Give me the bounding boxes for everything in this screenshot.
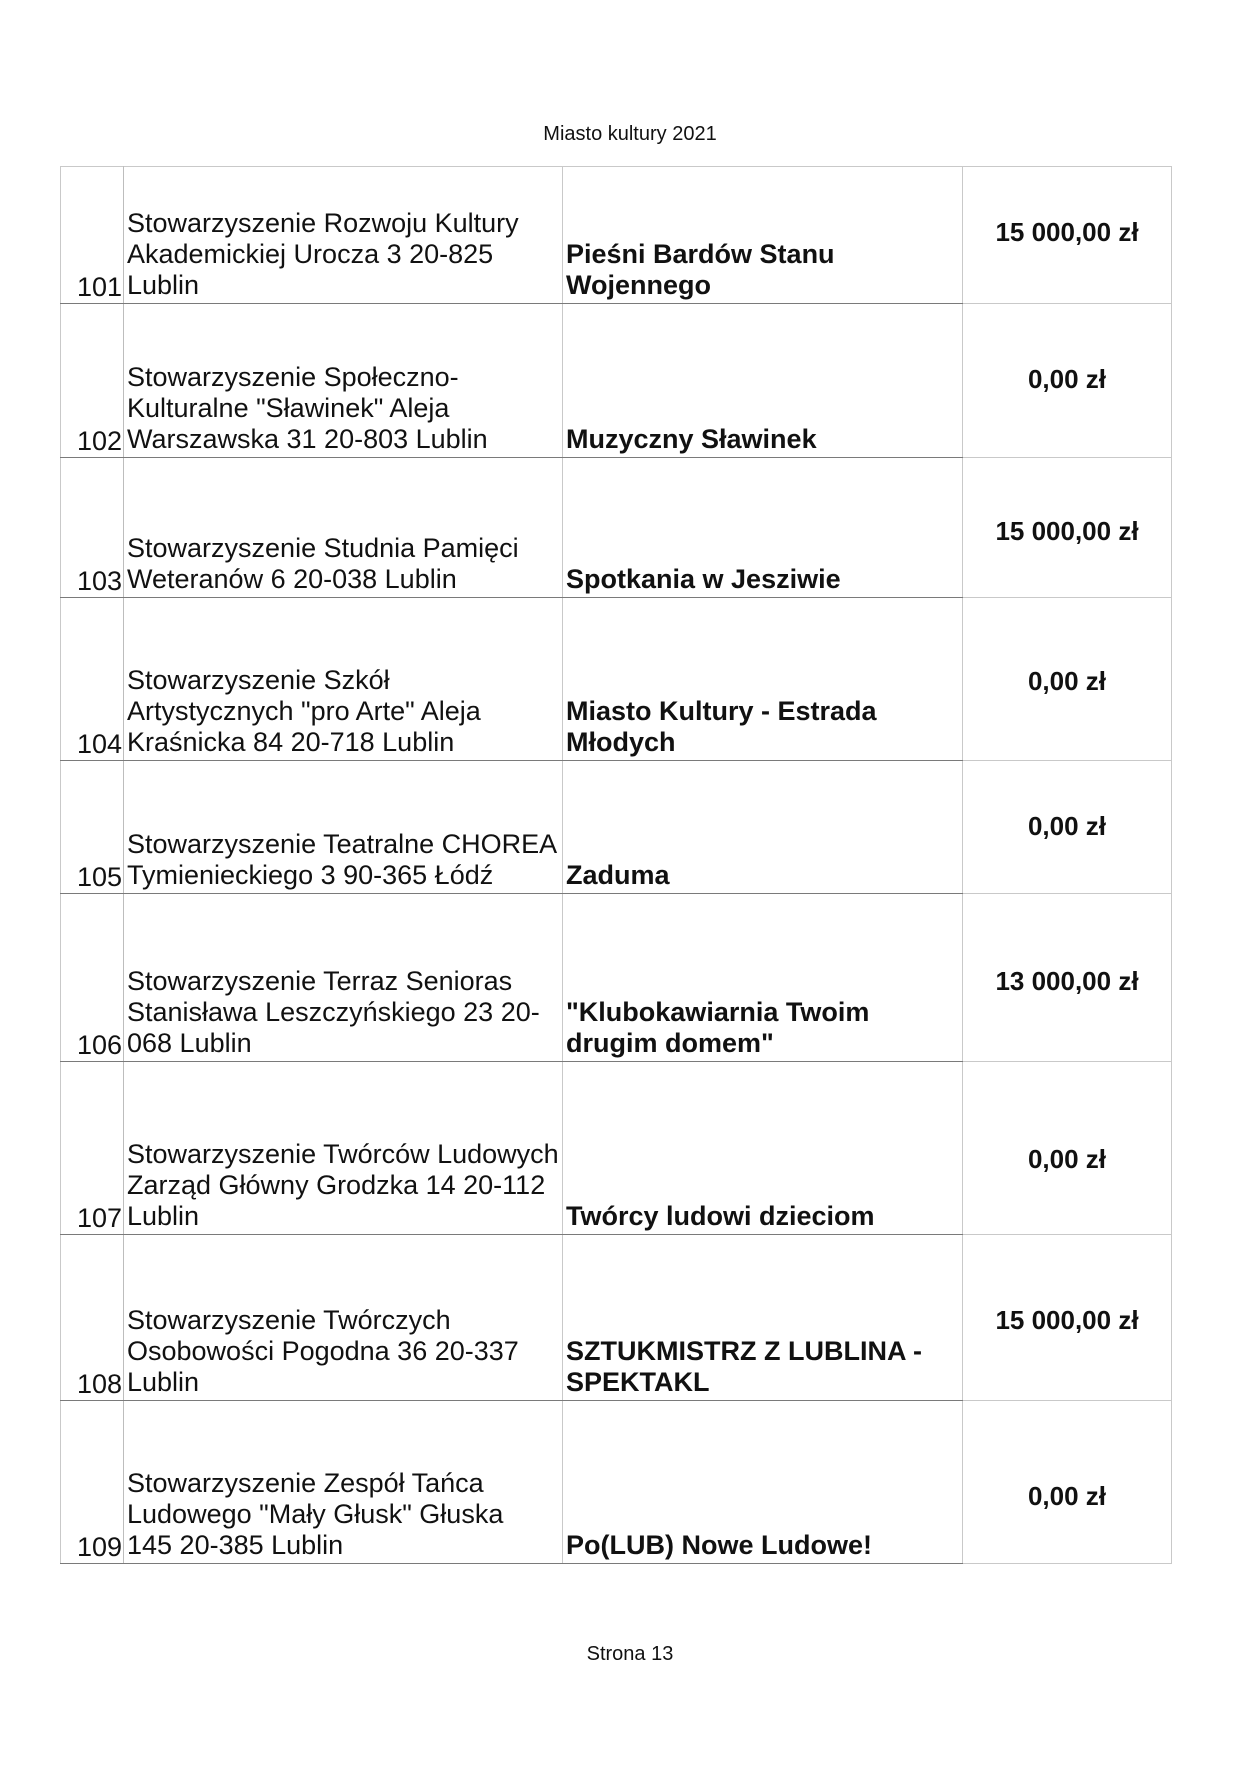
- table-row: [61, 167, 1172, 304]
- amount-cell: 15 000,00 zł: [963, 167, 1172, 304]
- project-text: Muzyczny Sławinek: [566, 424, 817, 454]
- organization-cell: [124, 894, 563, 1062]
- row-number: 107: [61, 1062, 124, 1235]
- project-cell: [563, 598, 963, 761]
- table-row: [61, 598, 1172, 761]
- row-number: 102: [61, 304, 124, 458]
- project-cell: [563, 761, 963, 894]
- organization-text: Stowarzyszenie Zespół Tańca Ludowego "Mały Głusk" Głuska 145 20-385 Lublin: [127, 1468, 504, 1560]
- project-cell: [563, 1235, 963, 1401]
- grants-table: [60, 166, 1172, 1564]
- amount-cell: 0,00 zł: [963, 598, 1172, 761]
- organization-text: Stowarzyszenie Społeczno-Kulturalne "Sławinek" Aleja Warszawska 31 20-803 Lublin: [127, 362, 488, 454]
- row-number: 109: [61, 1401, 124, 1564]
- project-cell: [563, 167, 963, 304]
- project-cell: [563, 304, 963, 458]
- organization-cell: [124, 304, 563, 458]
- page-header-title: Miasto kultury 2021: [543, 123, 717, 145]
- table-row: [61, 761, 1172, 894]
- row-number: 104: [61, 598, 124, 761]
- project-cell: [563, 458, 963, 598]
- amount-cell: 15 000,00 zł: [963, 458, 1172, 598]
- organization-text: Stowarzyszenie Rozwoju Kultury Akademickiej Urocza 3 20-825 Lublin: [127, 208, 519, 300]
- amount-cell: 13 000,00 zł: [963, 894, 1172, 1062]
- table-row: [61, 894, 1172, 1062]
- row-number: 105: [61, 761, 124, 894]
- row-number: 108: [61, 1235, 124, 1401]
- project-text: Zaduma: [566, 860, 670, 890]
- organization-text: Stowarzyszenie Twórców Ludowych Zarząd Główny Grodzka 14 20-112 Lublin: [127, 1139, 559, 1231]
- amount-cell: 0,00 zł: [963, 1401, 1172, 1564]
- organization-text: Stowarzyszenie Twórczych Osobowości Pogodna 36 20-337 Lublin: [127, 1305, 519, 1397]
- project-text: Spotkania w Jesziwie: [566, 564, 841, 594]
- project-text: "Klubokawiarnia Twoim drugim domem": [566, 997, 870, 1058]
- table-row: [61, 1401, 1172, 1564]
- organization-cell: [124, 761, 563, 894]
- organization-text: Stowarzyszenie Terraz Senioras Stanisława Leszczyńskiego 23 20-068 Lublin: [127, 966, 540, 1058]
- project-text: Miasto Kultury - Estrada Młodych: [566, 696, 877, 757]
- organization-cell: [124, 1235, 563, 1401]
- project-cell: [563, 1062, 963, 1235]
- organization-cell: [124, 458, 563, 598]
- organization-cell: [124, 598, 563, 761]
- organization-cell: [124, 1062, 563, 1235]
- amount-cell: 0,00 zł: [963, 304, 1172, 458]
- organization-text: Stowarzyszenie Szkół Artystycznych "pro Arte" Aleja Kraśnicka 84 20-718 Lublin: [127, 665, 481, 757]
- amount-cell: 0,00 zł: [963, 1062, 1172, 1235]
- amount-cell: 0,00 zł: [963, 761, 1172, 894]
- table-row: [61, 458, 1172, 598]
- table-row: [61, 1062, 1172, 1235]
- organization-cell: [124, 1401, 563, 1564]
- organization-text: Stowarzyszenie Studnia Pamięci Weteranów 6 20-038 Lublin: [127, 533, 519, 594]
- amount-cell: 15 000,00 zł: [963, 1235, 1172, 1401]
- project-text: Twórcy ludowi dzieciom: [566, 1201, 875, 1231]
- organization-cell: [124, 167, 563, 304]
- table-row: [61, 304, 1172, 458]
- project-text: Po(LUB) Nowe Ludowe!: [566, 1530, 872, 1560]
- project-text: SZTUKMISTRZ Z LUBLINA - SPEKTAKL: [566, 1336, 922, 1397]
- row-number: 106: [61, 894, 124, 1062]
- page-number: Strona 13: [586, 1643, 674, 1665]
- row-number: 101: [61, 167, 124, 304]
- project-cell: [563, 1401, 963, 1564]
- row-number: 103: [61, 458, 124, 598]
- organization-text: Stowarzyszenie Teatralne CHOREA Tymienieckiego 3 90-365 Łódź: [127, 829, 556, 890]
- table-row: [61, 1235, 1172, 1401]
- project-cell: [563, 894, 963, 1062]
- project-text: Pieśni Bardów Stanu Wojennego: [566, 239, 835, 300]
